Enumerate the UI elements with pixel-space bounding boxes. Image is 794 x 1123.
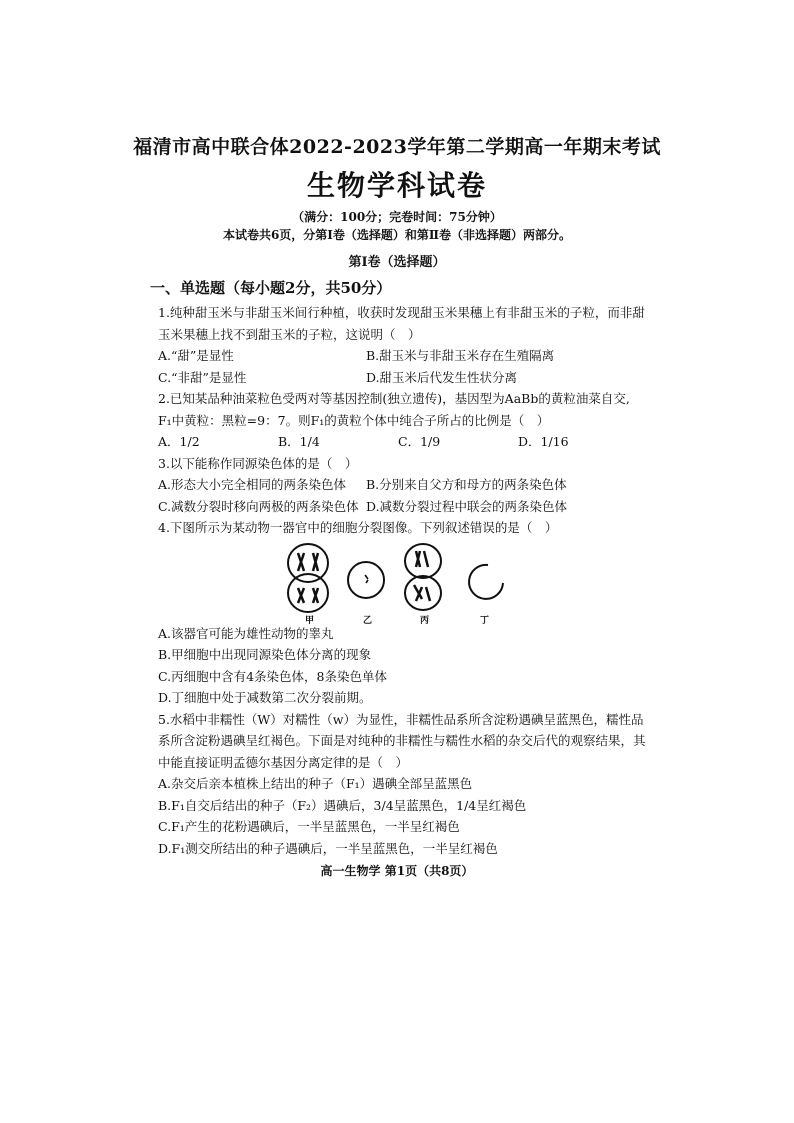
option-b: B.甜玉米与非甜玉米存在生殖隔离 <box>366 348 555 363</box>
label-bing: 丙 <box>420 615 430 626</box>
exam-subtitle: 生物学科试卷 <box>306 169 487 202</box>
question-1 <box>158 302 648 388</box>
cell-division-figure <box>158 543 648 626</box>
questions-area <box>158 302 648 859</box>
option-a: A.形态大小完全相同的两条染色体 <box>158 477 347 492</box>
question-stem-line: 系所含淀粉遇碘呈红褐色。下面是对纯种的非糯性与糯性水稻的杂交后代的观察结果，其 <box>158 733 646 748</box>
option-c: C.丙细胞中含有4条染色体，8条染色单体 <box>158 668 387 684</box>
exam-description: 本试卷共6页，分第Ⅰ卷（选择题）和第Ⅱ卷（非选择题）两部分。 <box>222 228 572 242</box>
question-4 <box>158 517 648 709</box>
exam-title: 福清市高中联合体2022-2023学年第二学期高一年期末考试 <box>133 136 661 158</box>
label-yi: 乙 <box>363 615 373 626</box>
question-stem-line: 5.水稻中非糯性（W）对糯性（w）为显性，非糯性品系所含淀粉遇碘呈蓝黑色，糯性品 <box>158 711 644 727</box>
cell-jia <box>288 544 328 612</box>
question-stem-line: 4.下图所示为某动物一器官中的细胞分裂图像。下列叙述错误的是（ ） <box>158 520 558 535</box>
option-a: A.杂交后亲本植株上结出的种子（F₁）遇碘全部呈蓝黑色 <box>158 776 473 791</box>
section1-title: 一、单选题（每小题2分，共50分） <box>150 279 392 297</box>
option-d: D.丁细胞中处于减数第二次分裂前期。 <box>158 690 372 705</box>
cell-ding <box>469 564 503 598</box>
option-a: A．1/2 <box>158 434 200 449</box>
cell-yi <box>348 562 384 598</box>
question-3 <box>158 453 648 518</box>
option-d: D.减数分裂过程中联会的两条染色体 <box>366 498 568 514</box>
label-jia: 甲 <box>305 615 315 626</box>
question-5 <box>158 709 648 860</box>
score-time-info: （满分：100分；完卷时间：75分钟） <box>292 210 502 224</box>
option-d: D．1/16 <box>518 434 569 449</box>
option-d: D.F₁测交所结出的种子遇碘后，一半呈蓝黑色，一半呈红褐色 <box>158 840 498 856</box>
option-c: C.F₁产生的花粉遇碘后，一半呈蓝黑色，一半呈红褐色 <box>158 819 460 834</box>
question-stem-line: 中能直接证明孟德尔基因分离定律的是（ ） <box>158 754 409 770</box>
option-b: B．1/4 <box>278 434 320 449</box>
option-c: C.减数分裂时移向两极的两条染色体 <box>158 498 359 514</box>
question-2 <box>158 388 648 453</box>
option-b: B.分别来自父方和母方的两条染色体 <box>366 477 567 492</box>
option-c: C．1/9 <box>398 434 441 449</box>
option-a: A.“甜”是显性 <box>158 348 234 363</box>
part1-title: 第Ⅰ卷（选择题） <box>348 255 446 270</box>
question-stem-line: 3.以下能称作同源染色体的是（ ） <box>158 455 358 471</box>
option-d: D.甜玉米后代发生性状分离 <box>366 369 518 385</box>
option-c: C.“非甜”是显性 <box>158 369 247 385</box>
label-ding: 丁 <box>480 615 490 626</box>
cell-division-diagram <box>158 543 648 623</box>
question-stem-line: F₁中黄粒：黑粒=9：7。则F₁的黄粒个体中纯合子所占的比例是（ ） <box>158 412 550 428</box>
page-footer: 高一生物学 第1页（共8页） <box>320 864 474 878</box>
cell-bing <box>405 544 441 610</box>
question-stem-line: 玉米果穗上找不到甜玉米的子粒，这说明（ ） <box>158 326 421 342</box>
option-b: B.甲细胞中出现同源染色体分离的现象 <box>158 647 372 662</box>
option-a: A.该器官可能为雄性动物的睾丸 <box>158 625 334 641</box>
question-stem-line: 1.纯种甜玉米与非甜玉米间行种植，收获时发现甜玉米果穗上有非甜玉米的子粒，而非甜 <box>158 305 645 320</box>
option-b: B.F₁自交后结出的种子（F₂）遇碘后，3/4呈蓝黑色，1/4呈红褐色 <box>158 797 527 813</box>
question-stem-line: 2.已知某品种油菜粒色受两对等基因控制(独立遗传)，基因型为AaBb的黄粒油菜自交, <box>158 391 630 406</box>
